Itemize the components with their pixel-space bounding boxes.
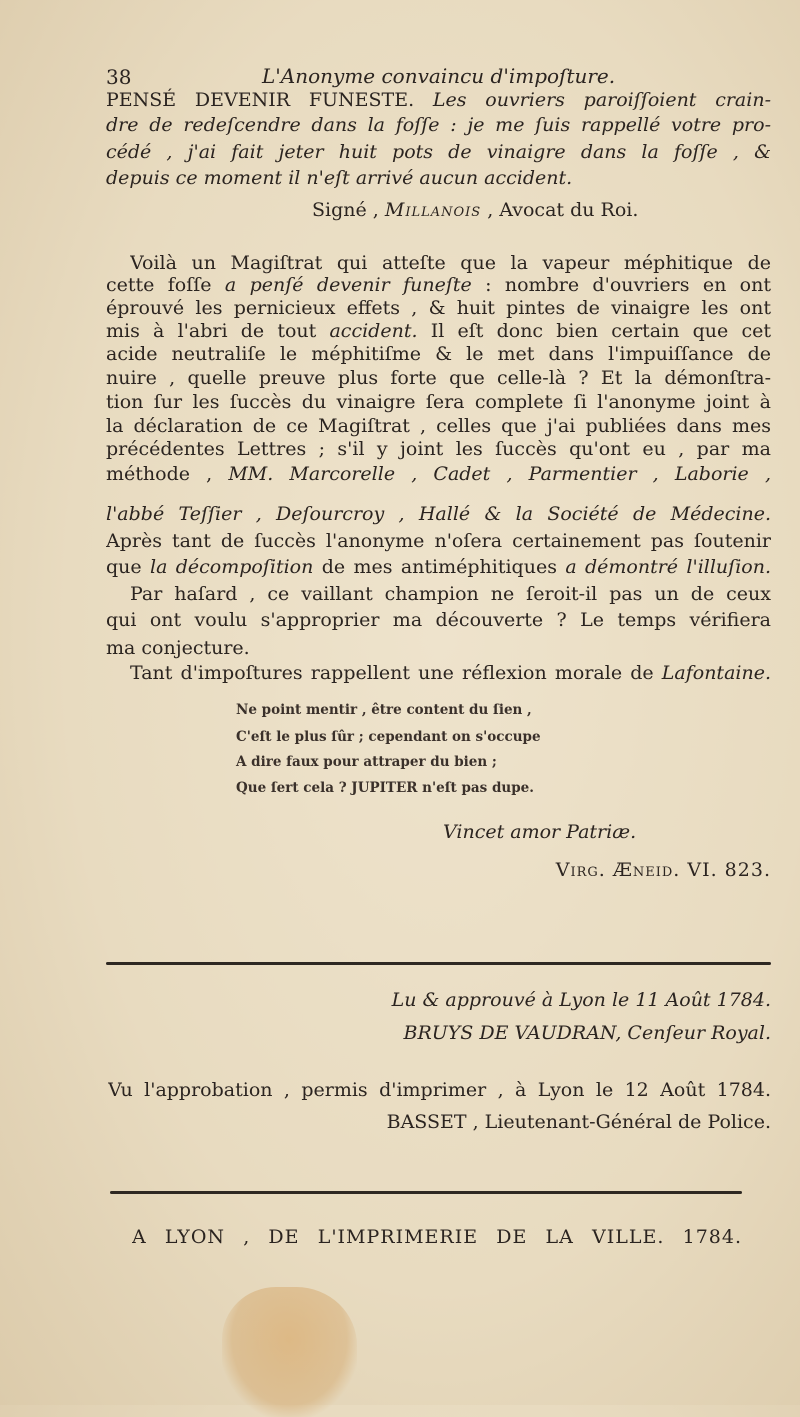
text-segment: Tant d'impoſtures rappellent une réflexion morale de [130, 662, 662, 684]
text-segment: qui ont voulu s'approprier ma découverte ? Le temps vérifiera [106, 609, 771, 631]
text-segment: tion ſur les ſuccès du vinaigre ſera complete ſi l'anonyme joint à [106, 391, 771, 413]
paragraph-line [106, 608, 771, 632]
text-segment: Vu l'approbation , permis d'imprimer , à Lyon le 12 Août 1784. [108, 1079, 771, 1101]
paragraph-line [130, 582, 771, 606]
text-segment: Les ouvriers paroiſſoient crain- [432, 89, 771, 111]
motto [443, 820, 636, 844]
letter-line [106, 140, 771, 164]
text-segment: que [106, 556, 150, 578]
text-segment: éprouvé les pernicieux effets , & huit pintes de vinaigre les ont [106, 297, 771, 319]
text-segment: nuire , quelle preuve plus forte que celle-là ? Et la démonſtra- [106, 367, 771, 389]
text-segment: l'abbé Teſſier , Deſourcroy , Hallé & la Société de Médecine. [106, 503, 771, 525]
text-segment: méthode , [106, 463, 229, 485]
verse-line [236, 725, 541, 749]
paragraph-line [106, 502, 771, 526]
imprint-line [132, 1225, 742, 1249]
text-segment: a démontré l'illuſion. [565, 556, 771, 578]
paragraph-line [106, 529, 771, 553]
running-title: L'Anonyme convaincu d'impoſture. [262, 64, 616, 88]
text-segment: BRUYS DE VAUDRAN, Cenſeur Royal. [403, 1022, 771, 1044]
text-segment: acide neutraliſe le méphitiſme & le met dans l'impuiſſance de [106, 343, 771, 365]
letter-line [106, 88, 771, 112]
text-segment: de mes antiméphitiques [313, 556, 566, 578]
verse-line [236, 698, 532, 722]
text-segment: PENSÉ DEVENIR FUNESTE. [106, 89, 433, 111]
text-segment: dre de redeſcendre dans la foſſe : je me ſuis rappellé votre pro- [106, 114, 771, 136]
signature-line [312, 198, 638, 222]
paragraph-line [106, 366, 771, 390]
paragraph-line [106, 437, 771, 461]
approval-line [392, 988, 771, 1012]
paragraph-line [106, 319, 771, 343]
text-segment: Ne point mentir , être content du ſien , [236, 702, 532, 718]
paragraph-line [106, 296, 771, 320]
text-segment: précédentes Lettres ; s'il y joint les ſuccès qu'ont eu , par ma [106, 438, 771, 460]
section-rule [110, 1191, 742, 1194]
letter-line [106, 166, 572, 190]
text-segment: MM. Marcorelle , Cadet , Parmentier , Laborie , [228, 463, 771, 485]
text-segment: Il eſt donc bien certain que cet [417, 320, 771, 342]
verse-line [236, 776, 534, 800]
text-segment: accident. [329, 320, 418, 342]
paragraph-line [130, 251, 771, 275]
paragraph-line [106, 342, 771, 366]
text-segment: Millanois [384, 199, 482, 221]
text-segment: Voilà un Magiſtrat qui atteſte que la vapeur méphitique de [130, 252, 771, 274]
section-rule [106, 962, 771, 965]
text-segment: BASSET , Lieutenant-Général de Police. [386, 1111, 771, 1133]
paragraph-line [106, 414, 771, 438]
text-segment: Signé , [312, 199, 385, 221]
text-segment: C'eſt le plus ſûr ; cependant on s'occupe [236, 729, 541, 745]
text-segment: Par haſard , ce vaillant champion ne ſeroit-il pas un de ceux [130, 583, 771, 605]
paragraph-line [106, 462, 771, 486]
police-line [387, 1110, 771, 1134]
text-segment: cédé , j'ai fait jeter huit pots de vinaigre dans la foſſe , & [106, 141, 771, 163]
paper-stain [222, 1287, 357, 1417]
text-segment: : nombre d'ouvriers en ont [471, 274, 771, 296]
text-segment: ma conjecture. [106, 637, 250, 659]
letter-line [106, 113, 771, 137]
text-segment: la décompoſition [150, 556, 314, 578]
text-segment: Lu & approuvé à Lyon le 11 Août 1784. [391, 989, 771, 1011]
text-segment: A LYON , DE L'IMPRIMERIE DE LA VILLE. 1784. [132, 1226, 742, 1248]
text-segment: A dire faux pour attraper du bien ; [236, 754, 497, 770]
paragraph-line [106, 273, 771, 297]
paragraph-line [106, 390, 771, 414]
text-segment: depuis ce moment il n'eſt arrivé aucun accident. [106, 167, 573, 189]
text-segment: , Avocat du Roi. [481, 199, 639, 221]
citation [556, 858, 771, 882]
page-number: 38 [106, 65, 132, 89]
censor-line [403, 1021, 771, 1045]
text-segment: cette foſſe [106, 274, 225, 296]
text-segment: Après tant de ſuccès l'anonyme n'oſera certainement pas ſoutenir [106, 530, 771, 552]
permit-line [108, 1078, 771, 1102]
paragraph-line [106, 636, 250, 660]
verse-line [236, 750, 497, 774]
text-segment: Lafontaine. [661, 662, 771, 684]
text-segment: la déclaration de ce Magiſtrat , celles que j'ai publiées dans mes [106, 415, 771, 437]
text-segment: Que ſert cela ? JUPITER n'eſt pas dupe. [236, 780, 534, 796]
paragraph-line [106, 555, 771, 579]
text-segment: a penſé devenir funeſte [224, 274, 472, 296]
text-segment: Virg. Æneid. VI. 823. [555, 859, 771, 881]
paragraph-line [130, 661, 771, 685]
text-segment: Vincet amor Patriæ. [443, 821, 637, 843]
text-segment: mis à l'abri de tout [106, 320, 330, 342]
